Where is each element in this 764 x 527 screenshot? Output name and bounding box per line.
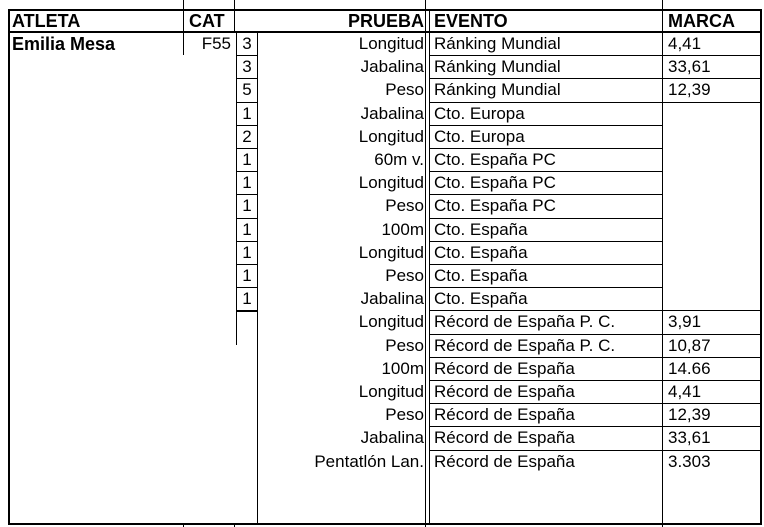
grid-line	[236, 148, 257, 149]
marca-cell: 12,39	[668, 80, 711, 99]
marca-cell	[668, 103, 758, 125]
position-cell: 1	[242, 173, 252, 192]
marca-cell	[668, 172, 758, 194]
grid-line	[236, 218, 257, 219]
grid-line	[662, 450, 760, 451]
grid-line	[236, 287, 257, 288]
evento-cell: Cto. España PC	[434, 173, 556, 192]
prueba-cell: 100m	[381, 220, 424, 239]
grid-line	[760, 9, 762, 525]
marca-cell	[668, 149, 758, 171]
marca-cell: 3.303	[668, 452, 711, 471]
grid-line	[257, 31, 258, 523]
evento-cell: Cto. España	[434, 266, 528, 285]
position-cell: 1	[242, 289, 252, 308]
header-atleta: ATLETA	[12, 11, 81, 31]
prueba-cell: Jabalina	[360, 104, 424, 123]
grid-line	[234, 523, 235, 527]
marca-cell: 3,91	[668, 312, 702, 331]
grid-line	[8, 9, 762, 11]
evento-cell: Récord de España P. C.	[434, 336, 616, 355]
marca-cell: 4,41	[668, 34, 702, 53]
grid-line	[662, 380, 760, 381]
position-cell: 1	[242, 266, 252, 285]
grid-line	[429, 380, 662, 381]
position-cell: 1	[242, 220, 252, 239]
prueba-cell: Longitud	[358, 173, 424, 192]
evento-cell: Récord de España	[434, 359, 575, 378]
athlete-name: Emilia Mesa	[12, 34, 116, 54]
evento-cell: Cto. España PC	[434, 150, 556, 169]
prueba-cell: Jabalina	[360, 289, 424, 308]
header-cat: CAT	[189, 11, 225, 31]
position-cell: 3	[242, 34, 252, 53]
grid-line	[662, 55, 760, 56]
position-cell: 5	[242, 80, 252, 99]
grid-line	[425, 523, 426, 527]
position-cell	[236, 451, 258, 473]
evento-cell: Récord de España	[434, 452, 575, 471]
grid-line	[8, 9, 10, 525]
prueba-cell: Pentatlón Lan.	[314, 452, 424, 471]
prueba-cell: Longitud	[358, 382, 424, 401]
marca-cell: 33,61	[668, 428, 711, 447]
grid-line	[662, 102, 760, 103]
marca-cell	[668, 126, 758, 148]
grid-line	[429, 194, 662, 195]
grid-line	[236, 194, 257, 195]
header-prueba: PRUEBA	[347, 11, 424, 31]
position-cell: 1	[242, 196, 252, 215]
grid-line	[662, 310, 760, 311]
grid-line	[234, 9, 235, 31]
marca-cell: 10,87	[668, 336, 711, 355]
grid-line	[425, 0, 426, 9]
grid-line	[183, 9, 184, 55]
position-cell: 3	[242, 57, 252, 76]
position-cell	[236, 335, 258, 357]
grid-line	[429, 78, 662, 79]
evento-cell: Cto. Europa	[434, 127, 525, 146]
grid-line	[662, 0, 663, 9]
grid-line	[236, 55, 257, 56]
evento-cell: Ránking Mundial	[434, 57, 561, 76]
position-cell: 2	[242, 127, 252, 146]
grid-line	[429, 310, 662, 311]
prueba-cell: Longitud	[358, 34, 424, 53]
athlete-category: F55	[201, 34, 231, 53]
grid-line	[429, 125, 662, 126]
grid-line	[429, 148, 662, 149]
header-marca: MARCA	[668, 11, 735, 31]
position-cell	[236, 427, 258, 449]
grid-line	[429, 450, 662, 451]
grid-line	[236, 78, 257, 79]
grid-line	[662, 334, 760, 335]
grid-line	[429, 218, 662, 219]
marca-cell: 33,61	[668, 57, 711, 76]
prueba-cell: 100m	[381, 359, 424, 378]
grid-line	[662, 78, 760, 79]
evento-cell: Cto. España	[434, 220, 528, 239]
position-cell	[236, 311, 258, 333]
prueba-cell: Peso	[385, 80, 424, 99]
evento-cell: Récord de España	[434, 405, 575, 424]
grid-line	[429, 287, 662, 288]
grid-line	[429, 403, 662, 404]
prueba-cell: 60m v.	[374, 150, 424, 169]
evento-cell: Cto. España PC	[434, 196, 556, 215]
grid-line	[429, 241, 662, 242]
prueba-cell: Jabalina	[360, 57, 424, 76]
prueba-cell: Longitud	[358, 312, 424, 331]
grid-line	[236, 264, 257, 265]
evento-cell: Récord de España	[434, 382, 575, 401]
prueba-cell: Peso	[385, 405, 424, 424]
grid-line	[429, 55, 662, 56]
marca-cell: 12,39	[668, 405, 711, 424]
evento-cell: Cto. España	[434, 243, 528, 262]
grid-line	[236, 102, 257, 103]
prueba-cell: Peso	[385, 196, 424, 215]
prueba-cell: Longitud	[358, 127, 424, 146]
grid-line	[8, 31, 762, 33]
grid-line	[429, 9, 430, 523]
grid-line	[662, 9, 663, 523]
evento-cell: Cto. Europa	[434, 104, 525, 123]
grid-line	[429, 334, 662, 335]
position-cell: 1	[242, 243, 252, 262]
grid-line	[234, 0, 235, 9]
evento-cell: Ránking Mundial	[434, 34, 561, 53]
evento-cell: Cto. España	[434, 289, 528, 308]
marca-cell	[668, 219, 758, 241]
grid-line	[236, 171, 257, 172]
position-cell: 1	[242, 150, 252, 169]
position-cell	[236, 404, 258, 426]
grid-line	[662, 523, 663, 527]
prueba-cell: Peso	[385, 266, 424, 285]
header-evento: EVENTO	[434, 11, 508, 31]
grid-line	[236, 125, 257, 126]
grid-line	[429, 171, 662, 172]
grid-line	[236, 311, 257, 312]
grid-line	[429, 264, 662, 265]
prueba-cell: Peso	[385, 336, 424, 355]
prueba-cell: Longitud	[358, 243, 424, 262]
grid-line	[662, 357, 760, 358]
marca-cell	[668, 242, 758, 264]
position-cell	[236, 358, 258, 380]
grid-line	[8, 523, 762, 525]
evento-cell: Récord de España	[434, 428, 575, 447]
marca-cell	[668, 265, 758, 287]
grid-line	[425, 9, 426, 523]
grid-line	[183, 0, 184, 9]
grid-line	[429, 102, 662, 103]
marca-cell	[668, 288, 758, 310]
marca-cell: 4,41	[668, 382, 702, 401]
grid-line	[429, 426, 662, 427]
prueba-cell: Jabalina	[360, 428, 424, 447]
grid-line	[662, 426, 760, 427]
grid-line	[183, 523, 184, 527]
grid-line	[429, 357, 662, 358]
evento-cell: Ránking Mundial	[434, 80, 561, 99]
position-cell	[236, 381, 258, 403]
grid-line	[236, 241, 257, 242]
marca-cell	[668, 195, 758, 217]
evento-cell: Récord de España P. C.	[434, 312, 616, 331]
position-cell: 1	[242, 104, 252, 123]
marca-cell: 14.66	[668, 359, 711, 378]
grid-line	[662, 403, 760, 404]
